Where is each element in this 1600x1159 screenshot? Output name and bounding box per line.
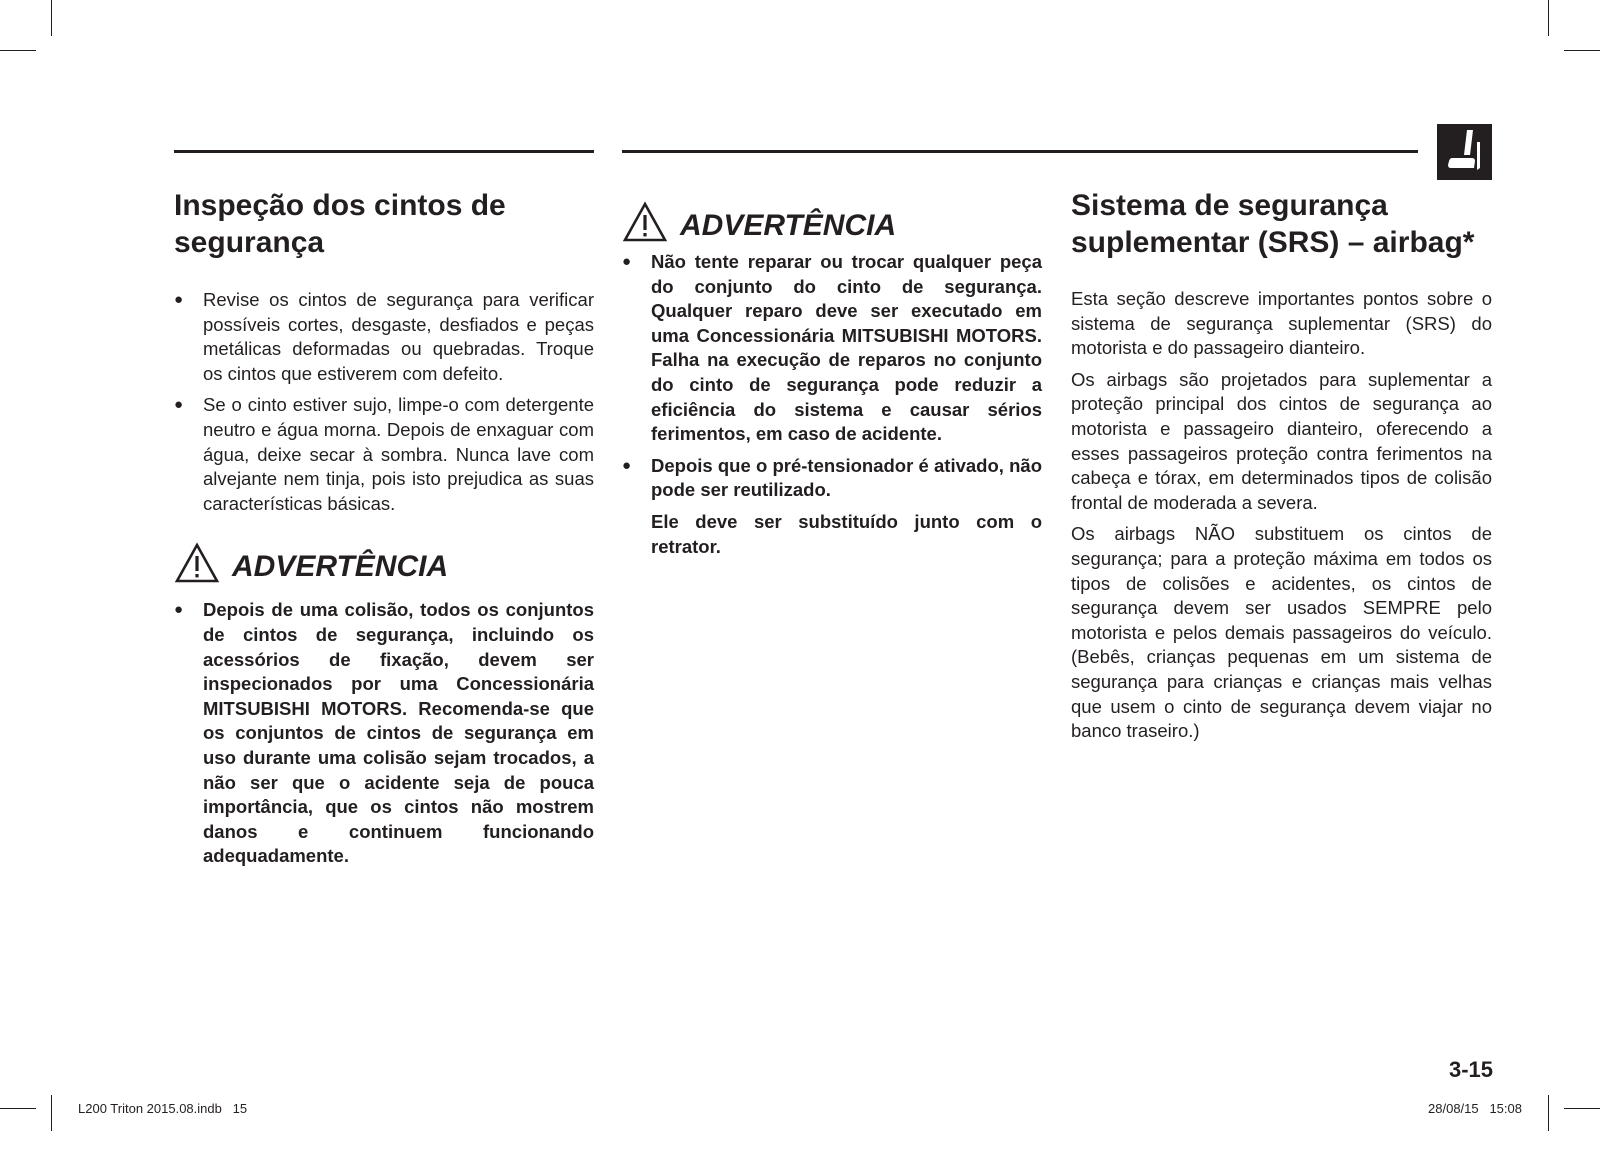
list-item-text: Depois de uma colisão, todos os conjuntos de cintos de segurança, incluindo os acessórios de fixação, devem ser inspecionados por uma Concessionária MITSUBISHI MOTORS. Recomenda-se que os conjuntos de cintos de segurança em uso durante uma colisão sejam trocados, a não ser que o acidente seja de pouca importância, que os cintos não mostrem danos e continuem funcionando adequadamente.	[203, 599, 594, 867]
page-number: 3-15	[1448, 1057, 1493, 1082]
crop-mark-bottom-right-vertical	[1548, 1095, 1549, 1131]
footer-file-info: L200 Triton 2015.08.indb 15	[78, 1101, 248, 1116]
crop-mark-top-right-horizontal	[1564, 50, 1600, 51]
section-heading-belt-inspection	[174, 187, 594, 261]
warning-list-1	[174, 598, 594, 869]
warning-title-2	[622, 193, 1042, 243]
column-belt-inspection	[174, 187, 594, 869]
warning-followup: Ele deve ser substituído junto com o retrator.	[651, 510, 1042, 557]
list-item-text: Se o cinto estiver sujo, limpe-o com detergente neutro e água morna. Depois de enxaguar com água, deixe secar à sombra. Nunca lave com alvejante nem tinja, pois isto prejudica as suas características básicas.	[203, 394, 594, 514]
crop-mark-top-left-vertical	[51, 0, 52, 36]
header-rule-right	[622, 150, 1418, 153]
list-item	[622, 250, 1042, 447]
header-rule-left	[174, 150, 594, 153]
heading-line-2: suplementar (SRS) – airbag*	[1071, 226, 1475, 259]
warning-title-text: ADVERTÊNCIA	[680, 209, 897, 242]
bullet-icon: ●	[622, 456, 632, 474]
crop-mark-bottom-left-horizontal	[0, 1108, 36, 1109]
list-item-text: Revise os cintos de segurança para verificar possíveis cortes, desgaste, desfiados e peças metálicas deformadas ou quebradas. Troque os cintos que estiverem com defeito.	[203, 289, 594, 384]
warning-title-text: ADVERTÊNCIA	[232, 550, 449, 584]
seat-icon	[1437, 124, 1492, 180]
bullet-icon: ●	[174, 291, 184, 308]
crop-mark-bottom-left-vertical	[51, 1095, 52, 1131]
inspection-list	[174, 288, 594, 516]
list-item	[622, 454, 1042, 503]
warning-triangle-icon	[174, 542, 220, 584]
heading-line-1: Sistema de segurança	[1071, 189, 1388, 222]
list-item	[174, 393, 594, 516]
bullet-icon: ●	[174, 601, 184, 619]
list-item-text: Depois que o pré-tensionador é ativado, não pode ser reutilizado.	[651, 454, 1042, 501]
crop-mark-top-right-vertical	[1548, 0, 1549, 36]
paragraph: Os airbags são projetados para suplementar a proteção principal dos cintos de segurança ao motorista e passageiro dianteiro, oferecendo a esses passageiros proteção contra ferimentos na cabeça e tórax, em determinados tipos de colisão frontal de moderada a severa.	[1071, 368, 1492, 513]
paragraph: Esta seção descreve importantes pontos sobre o sistema de segurança suplementar (SRS) do motorista e do passageiro dianteiro.	[1071, 288, 1492, 359]
list-item	[174, 288, 594, 386]
crop-mark-bottom-right-horizontal	[1564, 1108, 1600, 1109]
bullet-icon: ●	[174, 396, 184, 414]
warning-triangle-icon	[622, 201, 668, 243]
section-heading-srs-airbag	[1071, 187, 1492, 261]
heading-line-2: segurança	[174, 226, 325, 259]
warning-title-1	[174, 534, 594, 584]
list-item-text: Não tente reparar ou trocar qualquer peça do conjunto do cinto de segurança. Qualquer reparo deve ser executado em uma Concessionária MITSUBISHI MOTORS. Falha na execução de reparos no conjunto do cinto de segurança pode reduzir a eficiência do sistema e causar sérios ferimentos, em caso de acidente.	[651, 251, 1042, 445]
crop-mark-top-left-horizontal	[0, 50, 36, 51]
list-item	[174, 598, 594, 869]
chapter-tab	[1437, 124, 1492, 180]
srs-body	[1071, 287, 1492, 744]
column-warning	[622, 187, 1042, 559]
warning-list-2	[622, 250, 1042, 503]
column-srs-airbag	[1071, 187, 1492, 744]
footer-timestamp: 28/08/15 15:08	[1428, 1101, 1522, 1116]
heading-line-1: Inspeção dos cintos de	[174, 189, 506, 222]
paragraph: Os airbags NÃO substituem os cintos de segurança; para a proteção máxima em todos os tipos de colisões e acidentes, os cintos de segurança devem ser usados SEMPRE pelo motorista e pelos demais passageiros do veículo. (Bebês, crianças pequenas em um sistema de segurança para crianças e crianças mais velhas que usem o cinto de segurança devem viajar no banco traseiro.)	[1071, 523, 1492, 742]
bullet-icon: ●	[622, 253, 632, 270]
